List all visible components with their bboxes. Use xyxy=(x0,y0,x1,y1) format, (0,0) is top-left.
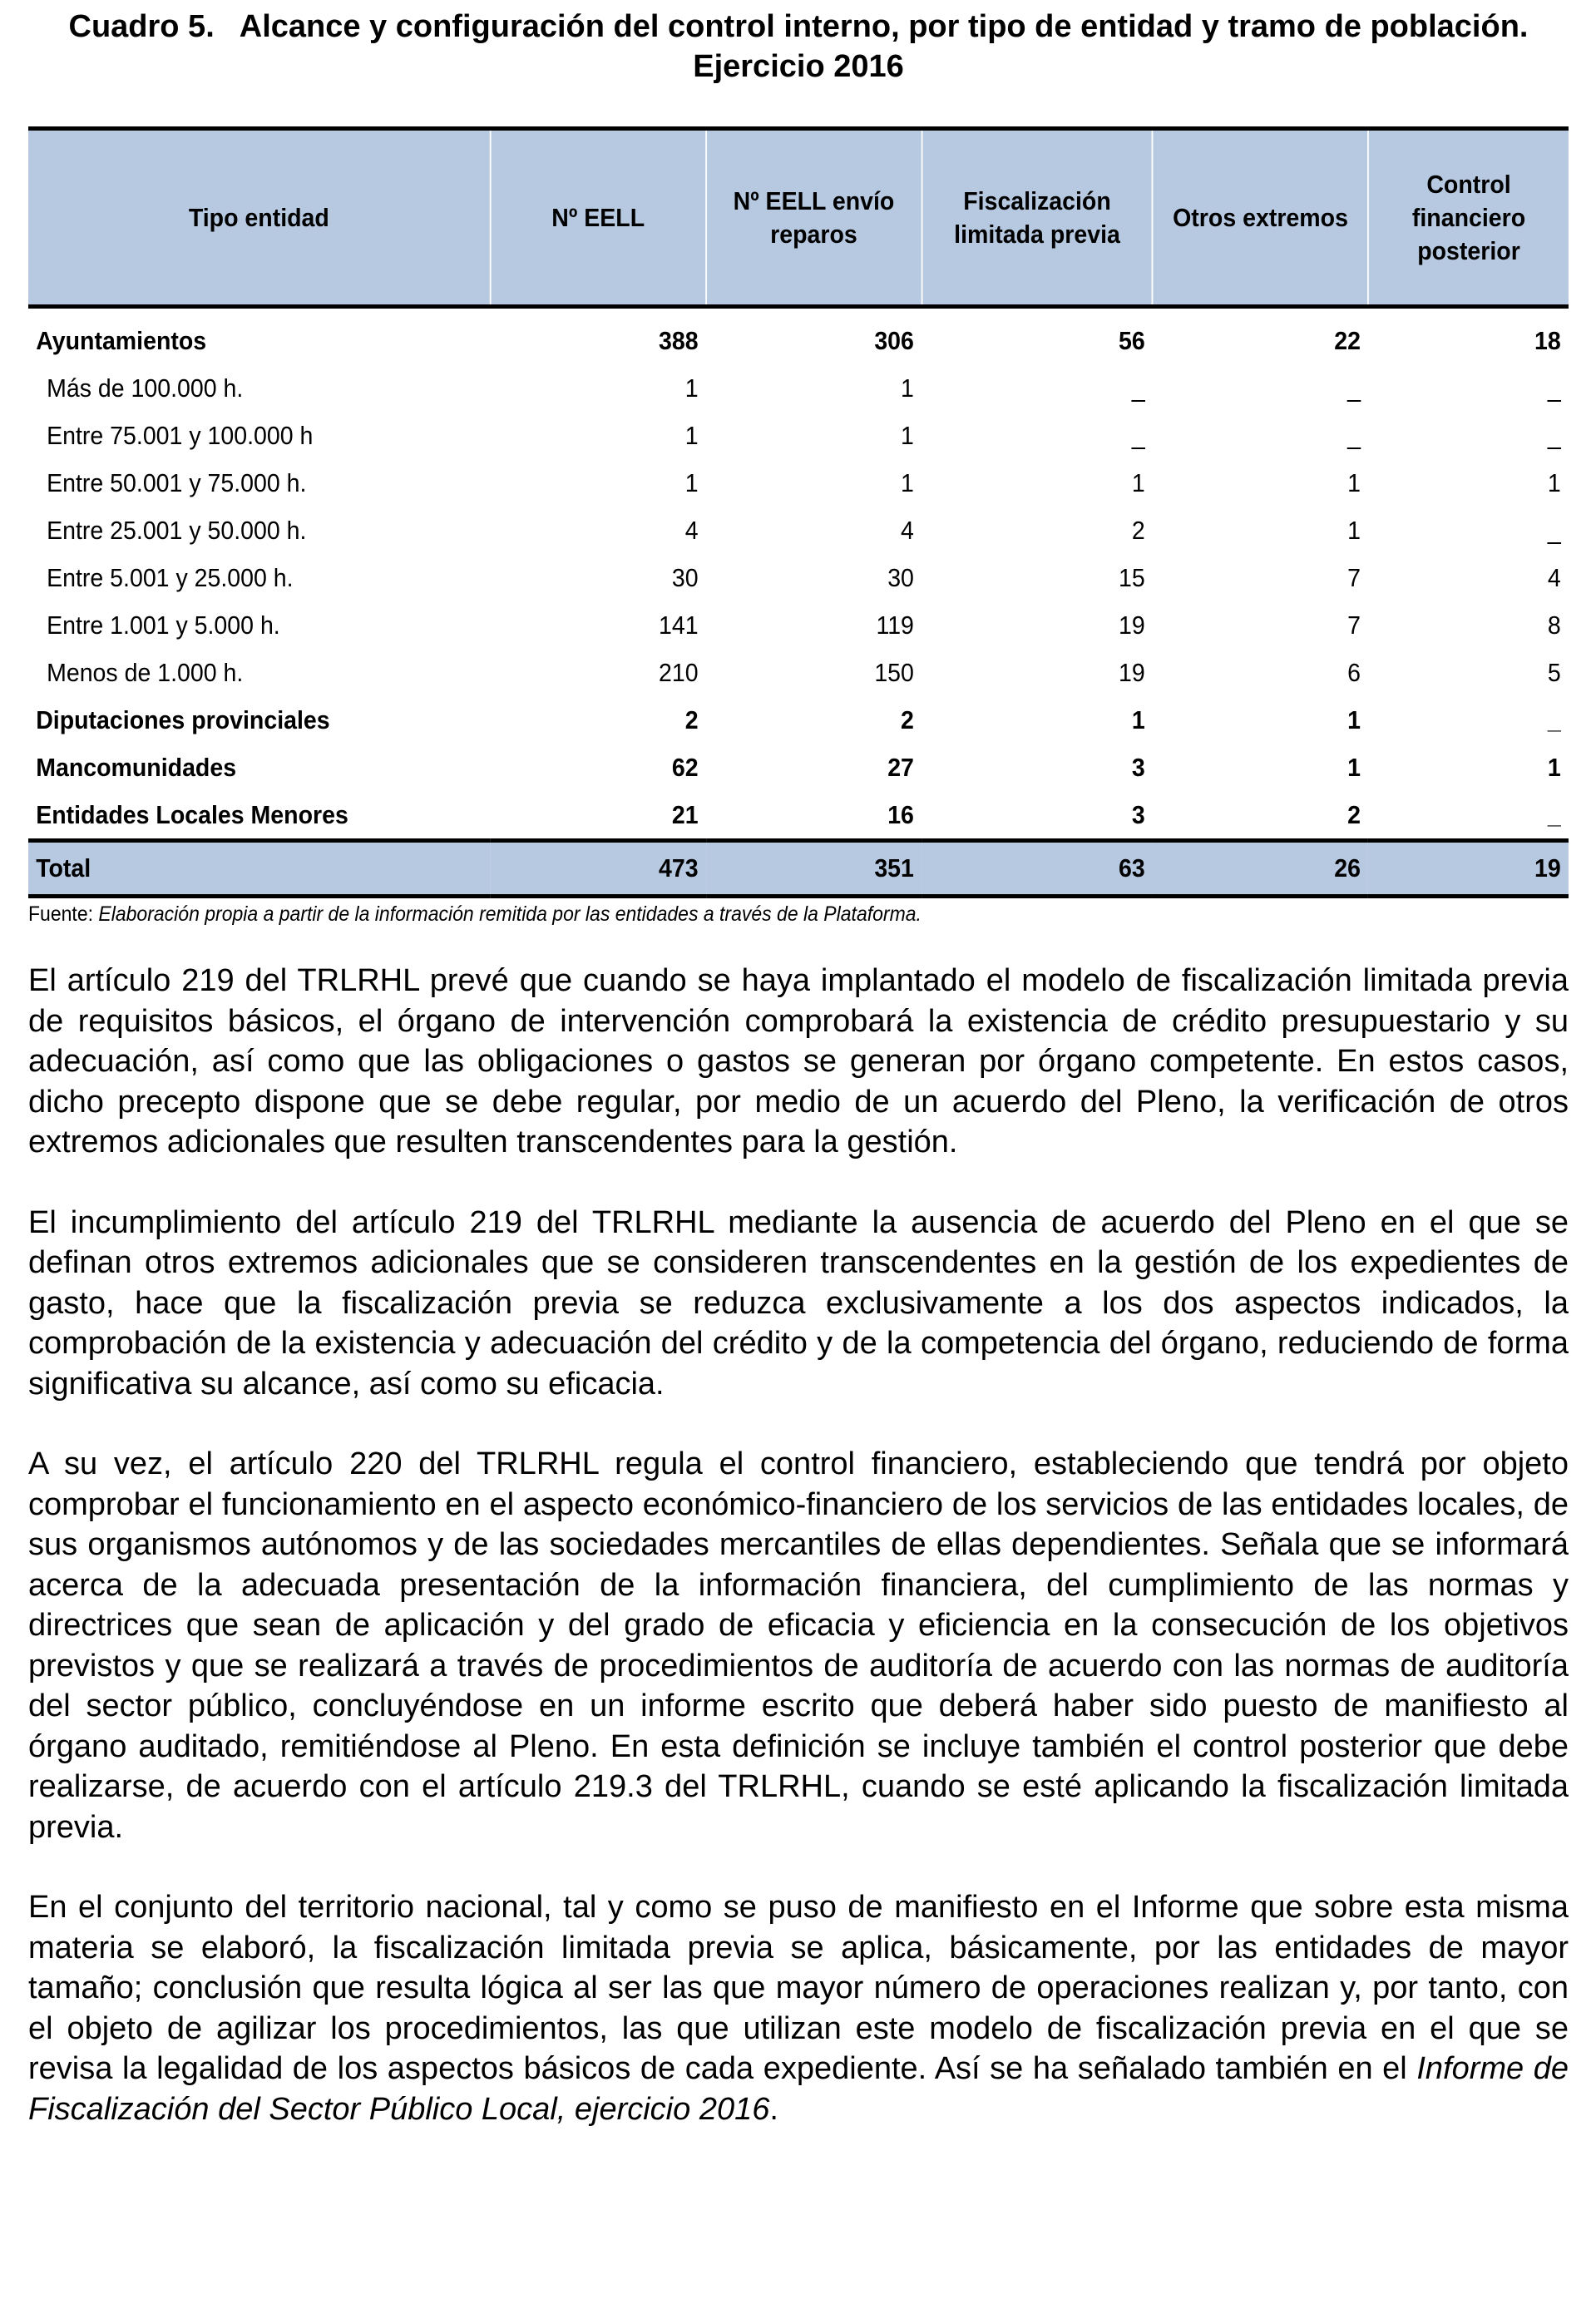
cell-value: 1 xyxy=(684,467,699,497)
cell-value: 3 xyxy=(1131,752,1145,782)
table-number: Cuadro 5. xyxy=(68,9,215,44)
cell-value: 27 xyxy=(887,752,914,782)
paragraph-end: . xyxy=(769,2091,778,2127)
cell-value: _ xyxy=(1547,799,1561,829)
cell-value: 3 xyxy=(1131,799,1145,829)
table-row xyxy=(28,459,1569,507)
cell-value: 1 xyxy=(1547,467,1561,497)
cell-value: _ xyxy=(1547,705,1561,734)
table-row xyxy=(28,601,1569,649)
cell-value: 2 xyxy=(684,705,699,734)
table-row xyxy=(28,364,1569,412)
data-table xyxy=(28,126,1569,898)
total-value: 473 xyxy=(491,841,706,897)
cell-value: 1 xyxy=(1131,467,1145,497)
row-label: Entre 25.001 y 50.000 h. xyxy=(47,515,307,545)
row-label: Entre 5.001 y 25.000 h. xyxy=(47,562,294,592)
table-row xyxy=(28,554,1569,601)
row-label: Más de 100.000 h. xyxy=(47,373,244,403)
cell-value: 30 xyxy=(671,562,699,592)
row-label: Entidades Locales Menores xyxy=(36,799,348,829)
header-envio-reparos: Nº EELL envío reparos xyxy=(706,129,922,307)
cell-value: 56 xyxy=(1118,325,1145,355)
cell-value: 141 xyxy=(659,610,699,640)
report-title-italic: Informe de Fiscalización del Sector Público Local, ejercicio 2016 xyxy=(28,2051,1569,2127)
cell-value: _ xyxy=(1547,373,1561,403)
row-label: Mancomunidades xyxy=(36,752,237,782)
row-label: Entre 50.001 y 75.000 h. xyxy=(47,467,307,497)
cell-value: _ xyxy=(1131,420,1145,450)
table-row xyxy=(28,791,1569,841)
header-control-financiero: Control financiero posterior xyxy=(1368,129,1569,307)
cell-value: 7 xyxy=(1347,610,1361,640)
source-text: Elaboración propia a partir de la información remitida por las entidades a través de la Plataforma. xyxy=(92,902,922,926)
total-value: 63 xyxy=(922,841,1153,897)
table-row xyxy=(28,649,1569,696)
cell-value: 388 xyxy=(659,325,699,355)
table-header-row xyxy=(28,129,1569,307)
row-label: Entre 1.001 y 5.000 h. xyxy=(47,610,280,640)
cell-value: _ xyxy=(1347,420,1361,450)
total-row xyxy=(28,841,1569,897)
cell-value: 1 xyxy=(1347,467,1361,497)
table-row xyxy=(28,696,1569,744)
cell-value: 1 xyxy=(1347,752,1361,782)
paragraph: El incumplimiento del artículo 219 del TRLRHL mediante la ausencia de acuerdo del Pleno en el que se definan otros extremos adicionales que se consideren transcendentes en la gestión de los expedientes de gasto, hace que la fiscalización previa se reduzca exclusivamente a los dos aspectos indicados, la comprobación de la existencia y adecuación del crédito y de la competencia del órgano, reduciendo de forma significativa su alcance, así como su eficacia. xyxy=(28,1204,1569,1402)
row-label: Ayuntamientos xyxy=(36,325,207,355)
cell-value: 210 xyxy=(659,657,699,687)
cell-value: 19 xyxy=(1118,610,1145,640)
cell-value: 16 xyxy=(887,799,914,829)
cell-value: 4 xyxy=(1547,562,1561,592)
paragraph xyxy=(28,1887,1569,2129)
cell-value: 1 xyxy=(901,420,914,450)
cell-value: 8 xyxy=(1547,610,1561,640)
cell-value: 4 xyxy=(684,515,699,545)
total-value: 351 xyxy=(706,841,922,897)
cell-value: 2 xyxy=(901,705,914,734)
cell-value: _ xyxy=(1547,420,1561,450)
cell-value: 21 xyxy=(671,799,699,829)
table-caption xyxy=(28,7,1569,87)
header-fiscalizacion-limitada: Fiscalización limitada previa xyxy=(922,129,1153,307)
source-prefix: Fuente: xyxy=(28,902,93,926)
cell-value: _ xyxy=(1347,373,1361,403)
header-otros-extremos: Otros extremos xyxy=(1153,129,1368,307)
cell-value: 150 xyxy=(874,657,914,687)
table-source-note xyxy=(28,902,922,927)
body-text xyxy=(28,961,1569,2169)
cell-value: 15 xyxy=(1118,562,1145,592)
table-row xyxy=(28,744,1569,791)
paragraph-text: En el conjunto del territorio nacional, tal y como se puso de manifiesto en el Informe que sobre esta misma materia se elaboró, la fiscalización limitada previa se aplica, básicamente, por las entidades de mayor tamaño; conclusión que resulta lógica al ser las que mayor número de operaciones realizan y, por tanto, con el objeto de agilizar los procedimientos, las que utilizan este modelo de fiscalización previa en el que se revisa la legalidad de los aspectos básicos de cada expediente. Así se ha señalado también en el xyxy=(28,1890,1569,2086)
cell-value: 19 xyxy=(1118,657,1145,687)
cell-value: 30 xyxy=(887,562,914,592)
row-label: Menos de 1.000 h. xyxy=(47,657,244,687)
cell-value: 18 xyxy=(1534,325,1561,355)
row-label: Diputaciones provinciales xyxy=(36,705,330,734)
cell-value: 22 xyxy=(1334,325,1361,355)
table-title: Alcance y configuración del control interno, por tipo de entidad y tramo de población. Ejercicio 2016 xyxy=(239,9,1529,84)
cell-value: 1 xyxy=(684,373,699,403)
header-tipo-entidad: Tipo entidad xyxy=(28,129,491,307)
total-value: 19 xyxy=(1368,841,1569,897)
cell-value: 4 xyxy=(901,515,914,545)
cell-value: 1 xyxy=(901,373,914,403)
document-page xyxy=(28,0,1569,2127)
cell-value: 1 xyxy=(1347,515,1361,545)
header-num-eell: Nº EELL xyxy=(491,129,706,307)
row-label: Entre 75.001 y 100.000 h xyxy=(47,420,314,450)
cell-value: 306 xyxy=(874,325,914,355)
cell-value: 1 xyxy=(1347,705,1361,734)
cell-value: 1 xyxy=(1547,752,1561,782)
paragraph: A su vez, el artículo 220 del TRLRHL regula el control financiero, estableciendo que tendrá por objeto comprobar el funcionamiento en el aspecto económico-financiero de los servicios de las entidades locales, de sus organismos autónomos y de las sociedades mercantiles de ellas dependientes. Señala que se informará acerca de la adecuada presentación de la información financiera, del cumplimiento de las normas y directrices que sean de aplicación y del grado de eficacia y eficiencia en la consecución de los objetivos previstos y que se realizará a través de procedimientos de auditoría de acuerdo con las normas de auditoría del sector público, concluyéndose en un informe escrito que deberá haber sido puesto de manifiesto al órgano auditado, remitiéndose al Pleno. En esta definición se incluye también el control posterior que debe realizarse, de acuerdo con el artículo 219.3 del TRLRHL, cuando se esté aplicando la fiscalización limitada previa. xyxy=(28,1446,1569,1845)
cell-value: 1 xyxy=(901,467,914,497)
cell-value: 7 xyxy=(1347,562,1361,592)
cell-value: 119 xyxy=(876,610,914,640)
table-row xyxy=(28,412,1569,459)
cell-value: _ xyxy=(1547,515,1561,545)
cell-value: 1 xyxy=(1131,705,1145,734)
cell-value: 6 xyxy=(1347,657,1361,687)
table-row xyxy=(28,507,1569,554)
table-row xyxy=(28,307,1569,365)
cell-value: _ xyxy=(1131,373,1145,403)
total-label: Total xyxy=(28,841,491,897)
cell-value: 2 xyxy=(1347,799,1361,829)
cell-value: 62 xyxy=(671,752,699,782)
cell-value: 5 xyxy=(1547,657,1561,687)
total-value: 26 xyxy=(1153,841,1368,897)
cell-value: 1 xyxy=(684,420,699,450)
paragraph: El artículo 219 del TRLRHL prevé que cuando se haya implantado el modelo de fiscalización limitada previa de requisitos básicos, el órgano de intervención comprobará la existencia de crédito presupuestario y su adecuación, así como que las obligaciones o gastos se generan por órgano competente. En estos casos, dicho precepto dispone que se debe regular, por medio de un acuerdo del Pleno, la verificación de otros extremos adicionales que resulten transcendentes para la gestión. xyxy=(28,963,1569,1159)
cell-value: 2 xyxy=(1131,515,1145,545)
